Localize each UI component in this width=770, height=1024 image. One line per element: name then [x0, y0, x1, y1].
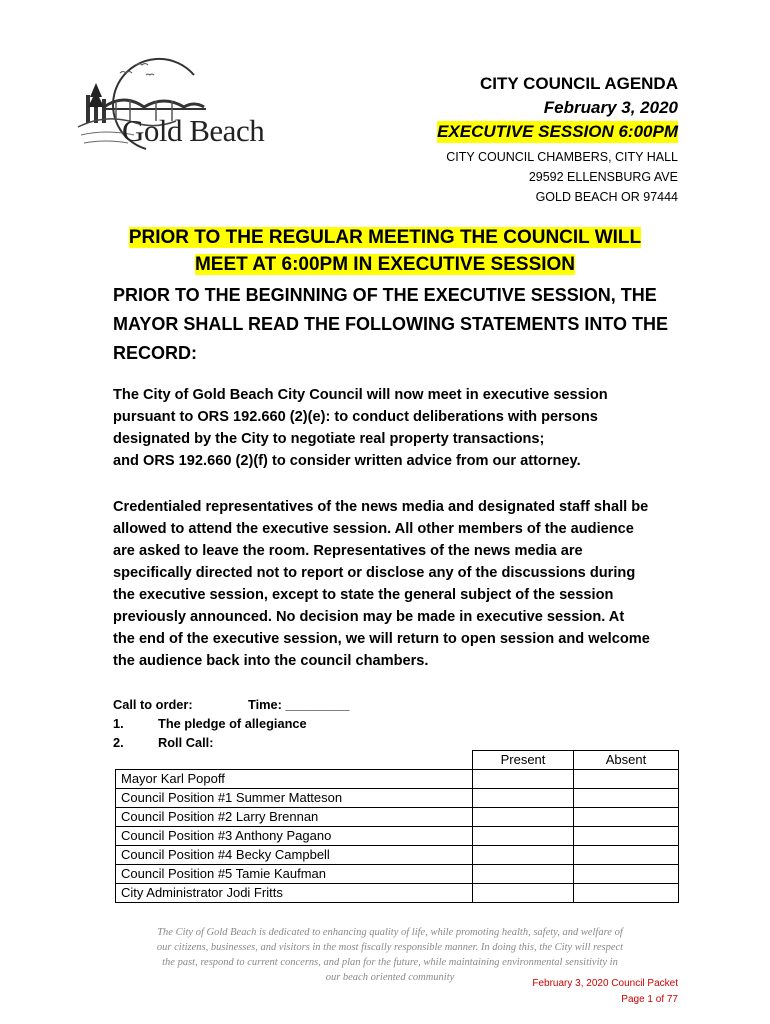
executive-session-banner — [40, 224, 730, 278]
paragraph-line: designated by the City to negotiate real property transactions; — [113, 431, 545, 447]
absent-header: Absent — [574, 751, 679, 770]
absent-cell[interactable] — [574, 827, 679, 846]
agenda-items — [113, 695, 350, 752]
present-cell[interactable] — [473, 827, 574, 846]
member-name: Council Position #2 Larry Brennan — [116, 808, 473, 827]
table-row — [116, 808, 679, 827]
member-name: City Administrator Jodi Fritts — [116, 884, 473, 903]
absent-cell[interactable] — [574, 789, 679, 808]
packet-stamp — [532, 976, 678, 1008]
absent-cell[interactable] — [574, 770, 679, 789]
paragraph-line: and ORS 192.660 (2)(f) to consider written advice from our attorney. — [113, 453, 581, 469]
paragraph-line: pursuant to ORS 192.660 (2)(e): to conduct deliberations with persons — [113, 409, 598, 425]
meeting-date: February 3, 2020 — [543, 98, 678, 117]
absent-cell[interactable] — [574, 865, 679, 884]
paragraph-line: allowed to attend the executive session. All other members of the audience — [113, 521, 634, 537]
paragraph-line: previously announced. No decision may be made in executive session. At — [113, 609, 625, 625]
table-row — [116, 884, 679, 903]
table-row — [116, 827, 679, 846]
item-label: Roll Call: — [158, 735, 214, 750]
present-cell[interactable] — [473, 884, 574, 903]
address-line: CITY COUNCIL CHAMBERS, CITY HALL — [446, 150, 678, 164]
table-row — [116, 846, 679, 865]
absent-cell[interactable] — [574, 846, 679, 865]
mayor-statement-heading: PRIOR TO THE BEGINNING OF THE EXECUTIVE SESSION, THE MAYOR SHALL READ THE FOLLOWING STATEMENTS INTO THE RECORD: — [113, 285, 669, 363]
present-header: Present — [473, 751, 574, 770]
ors-paragraph — [113, 384, 703, 472]
paragraph-line: specifically directed not to report or disclose any of the discussions during — [113, 565, 636, 581]
absent-cell[interactable] — [574, 808, 679, 827]
agenda-header — [318, 73, 678, 207]
table-row — [116, 865, 679, 884]
footer-line: The City of Gold Beach is dedicated to enhancing quality of life, while promoting health, safety, and welfare of — [157, 927, 623, 938]
call-to-order-label: Call to order: — [113, 697, 193, 712]
member-name: Council Position #5 Tamie Kaufman — [116, 865, 473, 884]
member-name: Council Position #3 Anthony Pagano — [116, 827, 473, 846]
item-label: The pledge of allegiance — [158, 716, 307, 731]
present-cell[interactable] — [473, 789, 574, 808]
session-label: EXECUTIVE SESSION 6:00PM — [437, 122, 678, 141]
footer-line: our citizens, businesses, and visitors in the most fiscally responsible manner. In doing this, the City will respect — [156, 942, 624, 953]
paragraph-line: the audience back into the council chambers. — [113, 653, 429, 669]
banner-line: MEET AT 6:00PM IN EXECUTIVE SESSION — [194, 254, 576, 275]
packet-title: February 3, 2020 Council Packet — [532, 978, 678, 989]
present-cell[interactable] — [473, 770, 574, 789]
header-blank-cell — [116, 751, 473, 770]
paragraph-line: Credentialed representatives of the news media and designated staff shall be — [113, 499, 649, 515]
present-cell[interactable] — [473, 808, 574, 827]
footer-line: our beach oriented community — [325, 972, 455, 983]
footer-line: the past, respond to current concerns, and plan for the future, while maintaining environmental sensitivity in — [162, 957, 618, 968]
media-paragraph — [113, 496, 703, 672]
member-name: Mayor Karl Popoff — [116, 770, 473, 789]
table-row — [116, 789, 679, 808]
roll-call-table — [115, 750, 679, 903]
paragraph-line: are asked to leave the room. Representatives of the news media are — [113, 543, 583, 559]
absent-cell[interactable] — [574, 884, 679, 903]
present-cell[interactable] — [473, 846, 574, 865]
present-cell[interactable] — [473, 865, 574, 884]
member-name: Council Position #4 Becky Campbell — [116, 846, 473, 865]
banner-line: PRIOR TO THE REGULAR MEETING THE COUNCIL WILL — [128, 227, 642, 248]
paragraph-line: the executive session, except to state the general subject of the session — [113, 587, 614, 603]
address-line: GOLD BEACH OR 97444 — [535, 190, 678, 204]
item-number: 2. — [113, 735, 124, 750]
logo-text: Gold Beach — [122, 113, 265, 148]
page-number: Page 1 of 77 — [621, 994, 678, 1005]
paragraph-line: The City of Gold Beach City Council will now meet in executive session — [113, 387, 608, 403]
agenda-title: CITY COUNCIL AGENDA — [479, 74, 678, 93]
time-field: Time: _________ — [248, 697, 350, 712]
paragraph-line: the end of the executive session, we will return to open session and welcome — [113, 631, 650, 647]
table-header-row — [116, 751, 679, 770]
address-line: 29592 ELLENSBURG AVE — [528, 170, 678, 184]
table-row — [116, 770, 679, 789]
member-name: Council Position #1 Summer Matteson — [116, 789, 473, 808]
item-number: 1. — [113, 716, 124, 731]
